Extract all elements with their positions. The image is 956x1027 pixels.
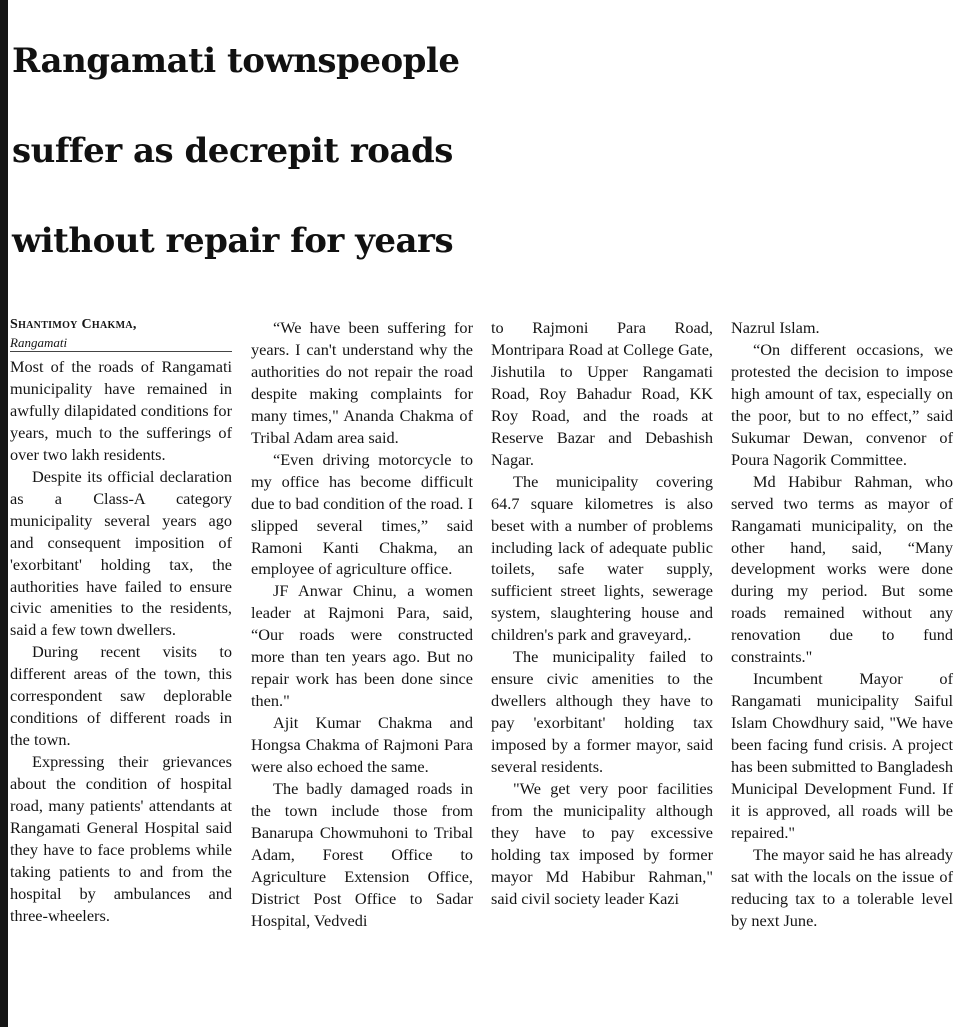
headline-line: Rangamati townspeople [12, 41, 460, 81]
paragraph: Expressing their grievances about the condition of hospital road, many patients' attendants at Rangamati General Hospital said they have to face problems while taking patients to and from the hospital by ambulances and three-wheelers. [10, 752, 232, 925]
paragraph: “On different occasions, we protested the decision to impose high amount of tax, especially on the poor, but to no effect,” said Sukumar Dewan, convenor of Poura Nagorik Committee. [731, 339, 953, 469]
article-column-1 [10, 316, 232, 927]
paragraph: The badly damaged roads in the town include those from Banarupa Chowmuhoni to Tribal Adam, Forest Office to Agriculture Extension Office, District Post Office to Sadar Hospital, Vedvedi [251, 779, 473, 930]
dateline: Rangamati [10, 335, 68, 350]
paragraph: Most of the roads of Rangamati municipality have remained in awfully dilapidated conditions for years, much to the sufferings of over two lakh residents. [10, 357, 232, 464]
paragraph: The municipality covering 64.7 square kilometres is also beset with a number of problems including lack of adequate public toilets, safe water supply, sufficient street lights, sewerage system, slaughtering house and children's park and graveyard,. [491, 471, 713, 645]
paragraph: JF Anwar Chinu, a women leader at Rajmoni Para, said, “Our roads were constructed more than ten years ago. But no repair work has been done since then." [251, 581, 473, 711]
article-column-4 [731, 317, 953, 932]
byline: Shantimoy Chakma, [10, 317, 137, 332]
paragraph: The mayor said he has already sat with the locals on the issue of reducing tax to a tolerable level by next June. [731, 844, 953, 930]
paragraph: "We get very poor facilities from the municipality although they have to pay excessive holding tax imposed by former mayor Md Habibur Rahman," said civil society leader Kazi [491, 779, 713, 908]
left-margin-bar [0, 0, 8, 1027]
paragraph: Despite its official declaration as a Class-A category municipality several years ago and consequent imposition of 'exorbitant' holding tax, the authorities have failed to ensure civic amenities to the residents, said a few town dwellers. [10, 466, 232, 640]
headline-line: suffer as decrepit roads [12, 131, 453, 171]
headline-line: without repair for years [12, 221, 454, 261]
paragraph: Md Habibur Rahman, who served two terms as mayor of Rangamati municipality, on the other hand, said, “Many development works were done during my period. But some roads remained without any renovation due to fund constraints." [731, 471, 953, 667]
paragraph: “We have been suffering for years. I can't understand why the authorities do not repair the road despite making complaints for many times," Ananda Chakma of Tribal Adam area said. [251, 318, 473, 447]
article-column-2 [251, 317, 473, 932]
paragraph: Nazrul Islam. [731, 318, 820, 337]
paragraph: Incumbent Mayor of Rangamati municipality Saiful Islam Chowdhury said, "We have been facing fund crisis. A project has been submitted to Bangladesh Municipal Development Fund. If it is approved, all roads will be repaired." [731, 669, 953, 842]
paragraph: The municipality failed to ensure civic amenities to the dwellers although they have to pay 'exorbitant' holding tax imposed by a former mayor, said several residents. [491, 647, 713, 777]
paragraph: “Even driving motorcycle to my office has become difficult due to bad condition of the road. I slipped several times,” said Ramoni Kanti Chakma, an employee of agriculture office. [251, 449, 473, 579]
paragraph: to Rajmoni Para Road, Montripara Road at College Gate, Jishutila to Upper Rangamati Road, Roy Bahadur Road, KK Roy Road, and the roads at Reserve Bazar and Debashish Nagar. [491, 318, 713, 469]
byline-divider [10, 351, 232, 352]
paragraph: During recent visits to different areas of the town, this correspondent saw deplorable conditions of different roads in the town. [10, 642, 232, 750]
article-column-3 [491, 317, 713, 910]
paragraph: Ajit Kumar Chakma and Hongsa Chakma of Rajmoni Para were also echoed the same. [251, 713, 473, 777]
headline [12, 16, 952, 286]
